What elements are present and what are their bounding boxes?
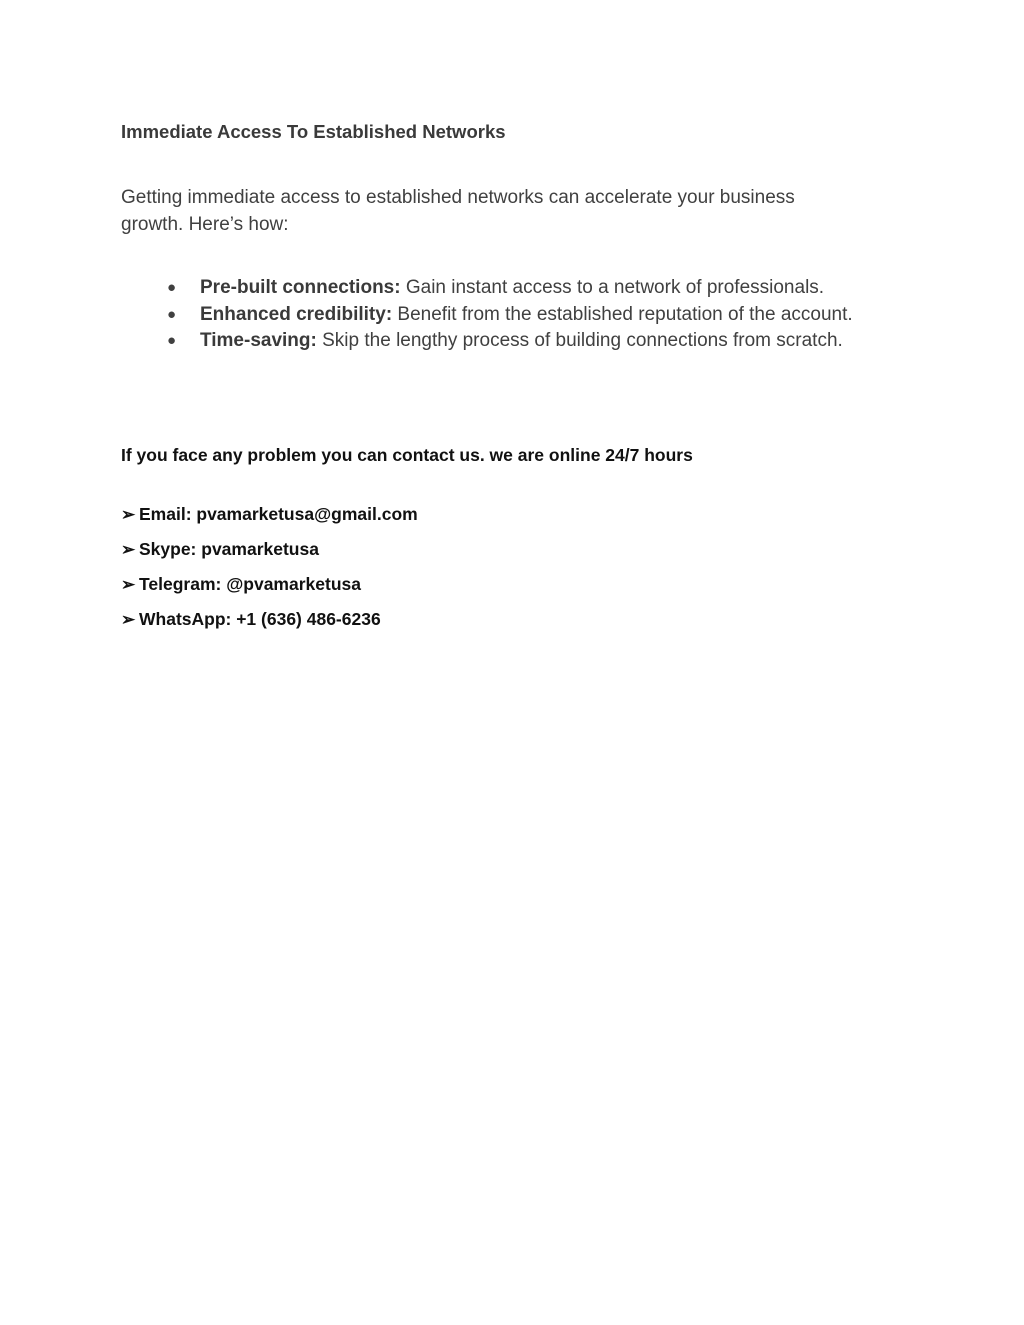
contact-whatsapp-text: WhatsApp: +1 (636) 486-6236: [139, 609, 381, 629]
arrow-icon: ➢: [121, 575, 136, 594]
bullet-text: Skip the lengthy process of building connections from scratch.: [316, 330, 843, 351]
list-item: [167, 328, 853, 355]
contact-telegram: [121, 573, 418, 608]
bullet-icon: ●: [167, 279, 177, 296]
bullet-text: Benefit from the established reputation of the account.: [392, 303, 853, 325]
contact-skype-text: Skype: pvamarketusa: [139, 539, 319, 559]
arrow-icon: ➢: [121, 540, 136, 559]
bullet-term: Enhanced credibility:: [200, 303, 393, 325]
bullet-term: Pre-built connections:: [200, 277, 401, 298]
list-item: [167, 302, 853, 329]
arrow-icon: ➢: [121, 610, 136, 629]
bullet-icon: ●: [167, 305, 177, 323]
arrow-icon: ➢: [121, 505, 136, 524]
contact-telegram-text: Telegram: @pvamarketusa: [139, 574, 361, 594]
section-heading: Immediate Access To Established Networks: [121, 121, 506, 142]
bullet-text: Gain instant access to a network of professionals.: [400, 277, 825, 298]
benefits-list: [167, 275, 853, 355]
list-item: [167, 275, 853, 302]
bullet-icon: ●: [167, 332, 177, 349]
contact-email: [121, 503, 418, 538]
contact-note: If you face any problem you can contact us. we are online 24/7 hours: [121, 445, 693, 465]
contact-list: [121, 503, 418, 643]
contact-email-text: Email: pvamarketusa@gmail.com: [139, 504, 418, 524]
intro-paragraph: Getting immediate access to established networks can accelerate your business growth. Here’s how:: [121, 187, 795, 235]
contact-skype: [121, 538, 418, 573]
contact-whatsapp: [121, 608, 418, 643]
bullet-term: Time-saving:: [200, 330, 317, 351]
